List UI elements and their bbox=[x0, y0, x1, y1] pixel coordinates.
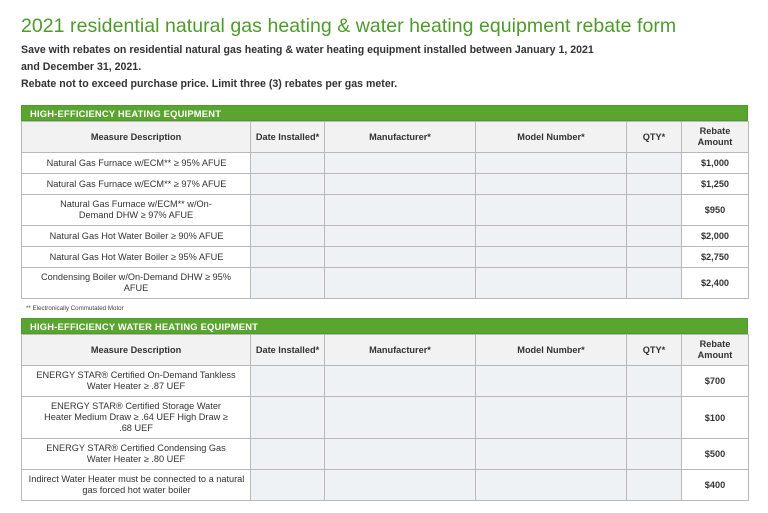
table-row bbox=[22, 397, 749, 439]
col-manufacturer: Manufacturer* bbox=[325, 122, 476, 153]
water-rows bbox=[22, 366, 749, 501]
measure-description-text: Natural Gas Hot Water Boiler ≥ 90% AFUE bbox=[49, 230, 224, 241]
water-header-row bbox=[22, 335, 749, 366]
measure-description-text: ENERGY STAR® Certified Storage Water Heater Medium Draw ≥ .64 UEF High Draw ≥ .68 UEF bbox=[44, 401, 228, 433]
manufacturer-input[interactable] bbox=[325, 174, 476, 195]
measure-description-text: Natural Gas Furnace w/ECM** w/On-Demand DHW ≥ 97% AFUE bbox=[60, 199, 212, 220]
heating-table bbox=[21, 121, 749, 299]
col-model-number: Model Number* bbox=[476, 122, 627, 153]
table-row bbox=[22, 366, 749, 397]
table-row bbox=[22, 153, 749, 174]
measure-description bbox=[22, 247, 251, 268]
measure-description bbox=[22, 153, 251, 174]
measure-description-text: Natural Gas Furnace w/ECM** ≥ 95% AFUE bbox=[46, 157, 227, 168]
col-measure-description: Measure Description bbox=[22, 335, 251, 366]
table-row bbox=[22, 439, 749, 470]
manufacturer-input[interactable] bbox=[325, 247, 476, 268]
col-rebate-amount: Rebate Amount bbox=[682, 122, 749, 153]
qty-input[interactable] bbox=[627, 439, 682, 470]
table-row bbox=[22, 174, 749, 195]
col-qty: QTY* bbox=[627, 335, 682, 366]
model-number-input[interactable] bbox=[476, 470, 627, 501]
qty-input[interactable] bbox=[627, 174, 682, 195]
qty-input[interactable] bbox=[627, 470, 682, 501]
date-installed-input[interactable] bbox=[251, 247, 325, 268]
measure-description bbox=[22, 366, 251, 397]
measure-description bbox=[22, 174, 251, 195]
col-measure-description: Measure Description bbox=[22, 122, 251, 153]
model-number-input[interactable] bbox=[476, 174, 627, 195]
qty-input[interactable] bbox=[627, 153, 682, 174]
measure-description-text: ENERGY STAR® Certified Condensing Gas Water Heater ≥ .80 UEF bbox=[46, 443, 226, 464]
manufacturer-input[interactable] bbox=[325, 268, 476, 299]
date-installed-input[interactable] bbox=[251, 195, 325, 226]
date-installed-input[interactable] bbox=[251, 439, 325, 470]
heating-section bbox=[21, 105, 748, 299]
measure-description-text: ENERGY STAR® Certified On-Demand Tankless Water Heater ≥ .87 UEF bbox=[36, 370, 236, 391]
date-installed-input[interactable] bbox=[251, 470, 325, 501]
col-qty: QTY* bbox=[627, 122, 682, 153]
water-heating-table bbox=[21, 334, 749, 501]
col-model-number: Model Number* bbox=[476, 335, 627, 366]
water-heating-section bbox=[21, 318, 748, 501]
measure-description bbox=[22, 470, 251, 501]
qty-input[interactable] bbox=[627, 247, 682, 268]
rebate-amount: $1,250 bbox=[682, 174, 749, 195]
manufacturer-input[interactable] bbox=[325, 397, 476, 439]
table-row bbox=[22, 268, 749, 299]
rebate-amount: $700 bbox=[682, 366, 749, 397]
table-row bbox=[22, 226, 749, 247]
col-manufacturer: Manufacturer* bbox=[325, 335, 476, 366]
measure-description-text: Natural Gas Hot Water Boiler ≥ 95% AFUE bbox=[49, 251, 224, 262]
qty-input[interactable] bbox=[627, 268, 682, 299]
col-date-installed: Date Installed* bbox=[251, 335, 325, 366]
col-rebate-amount: Rebate Amount bbox=[682, 335, 749, 366]
measure-description-text: Natural Gas Furnace w/ECM** ≥ 97% AFUE bbox=[46, 178, 227, 189]
rebate-amount: $500 bbox=[682, 439, 749, 470]
rebate-amount: $2,400 bbox=[682, 268, 749, 299]
measure-description-text: Indirect Water Heater must be connected to a natural gas forced hot water boiler bbox=[28, 474, 245, 495]
table-row bbox=[22, 470, 749, 501]
rebate-amount: $1,000 bbox=[682, 153, 749, 174]
measure-description bbox=[22, 397, 251, 439]
intro-line-2: and December 31, 2021. bbox=[21, 61, 142, 73]
model-number-input[interactable] bbox=[476, 397, 627, 439]
date-installed-input[interactable] bbox=[251, 174, 325, 195]
model-number-input[interactable] bbox=[476, 226, 627, 247]
rebate-amount: $2,000 bbox=[682, 226, 749, 247]
measure-description bbox=[22, 439, 251, 470]
heating-rows bbox=[22, 153, 749, 299]
measure-description-text: Condensing Boiler w/On-Demand DHW ≥ 95% AFUE bbox=[41, 272, 231, 293]
qty-input[interactable] bbox=[627, 366, 682, 397]
manufacturer-input[interactable] bbox=[325, 366, 476, 397]
limit-note: Rebate not to exceed purchase price. Limit three (3) rebates per gas meter. bbox=[21, 78, 398, 90]
model-number-input[interactable] bbox=[476, 247, 627, 268]
measure-description bbox=[22, 195, 251, 226]
heating-header-row bbox=[22, 122, 749, 153]
date-installed-input[interactable] bbox=[251, 268, 325, 299]
table-row bbox=[22, 195, 749, 226]
model-number-input[interactable] bbox=[476, 439, 627, 470]
manufacturer-input[interactable] bbox=[325, 195, 476, 226]
qty-input[interactable] bbox=[627, 195, 682, 226]
qty-input[interactable] bbox=[627, 226, 682, 247]
date-installed-input[interactable] bbox=[251, 397, 325, 439]
rebate-amount: $100 bbox=[682, 397, 749, 439]
date-installed-input[interactable] bbox=[251, 153, 325, 174]
measure-description bbox=[22, 226, 251, 247]
intro-line-1: Save with rebates on residential natural gas heating & water heating equipment installed between January 1, 2021 bbox=[21, 44, 594, 56]
manufacturer-input[interactable] bbox=[325, 470, 476, 501]
table-row bbox=[22, 247, 749, 268]
manufacturer-input[interactable] bbox=[325, 226, 476, 247]
model-number-input[interactable] bbox=[476, 195, 627, 226]
model-number-input[interactable] bbox=[476, 268, 627, 299]
form-title: 2021 residential natural gas heating & water heating equipment rebate form bbox=[21, 15, 677, 37]
model-number-input[interactable] bbox=[476, 366, 627, 397]
rebate-amount: $400 bbox=[682, 470, 749, 501]
qty-input[interactable] bbox=[627, 397, 682, 439]
model-number-input[interactable] bbox=[476, 153, 627, 174]
heating-section-heading: HIGH-EFFICIENCY HEATING EQUIPMENT bbox=[21, 105, 748, 121]
water-section-heading: HIGH-EFFICIENCY WATER HEATING EQUIPMENT bbox=[21, 318, 748, 334]
rebate-amount: $950 bbox=[682, 195, 749, 226]
col-date-installed: Date Installed* bbox=[251, 122, 325, 153]
manufacturer-input[interactable] bbox=[325, 153, 476, 174]
rebate-amount: $2,750 bbox=[682, 247, 749, 268]
footnote: ** Electronically Commutated Motor bbox=[26, 305, 124, 312]
date-installed-input[interactable] bbox=[251, 366, 325, 397]
date-installed-input[interactable] bbox=[251, 226, 325, 247]
manufacturer-input[interactable] bbox=[325, 439, 476, 470]
measure-description bbox=[22, 268, 251, 299]
